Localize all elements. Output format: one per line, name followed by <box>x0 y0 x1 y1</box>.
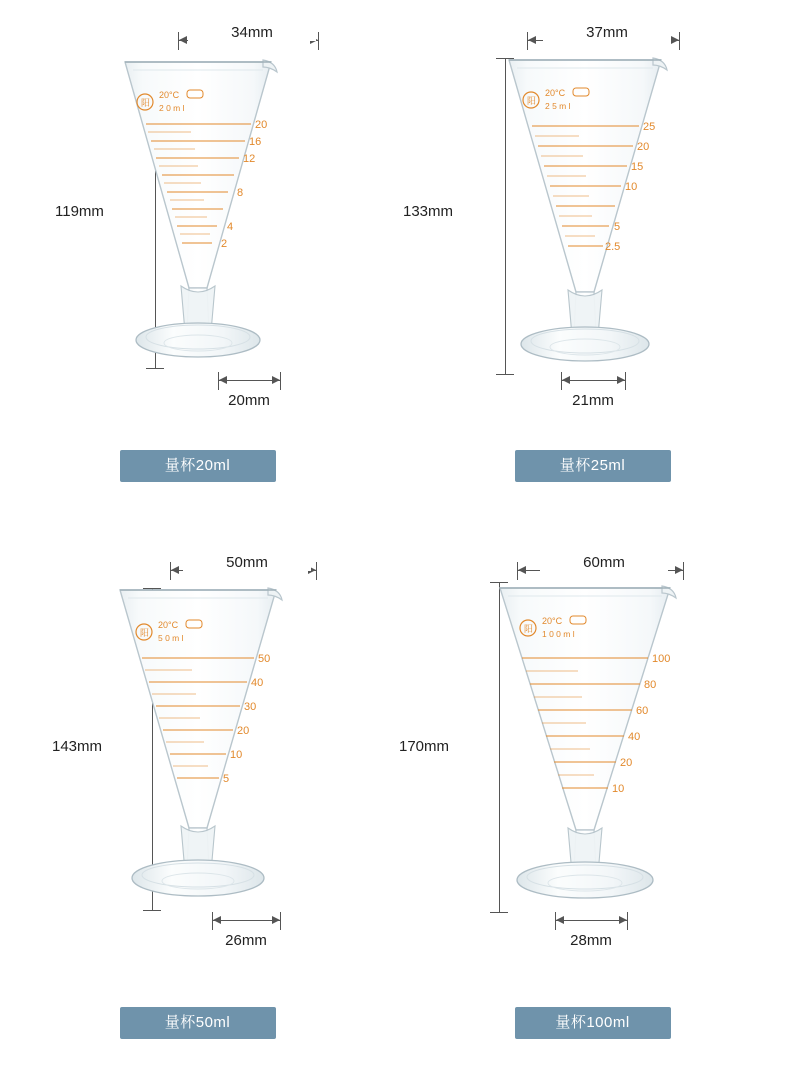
height-label: 133mm <box>403 203 454 220</box>
print-temp: 20°C <box>544 88 565 98</box>
svg-text:阳: 阳 <box>523 624 533 634</box>
base-width-label: 20mm <box>228 392 270 409</box>
scale-label: 80 <box>643 679 656 691</box>
height-label: 119mm <box>55 203 104 220</box>
top-width-label: 60mm <box>540 554 668 571</box>
base-width-dimension <box>0 912 395 956</box>
base-width-dimension <box>0 372 395 416</box>
scale-label: 50 <box>257 653 270 665</box>
product-caption-100ml[interactable]: 量杯100ml <box>515 1007 671 1039</box>
scale-label: 40 <box>627 731 640 743</box>
glass-illustration-25ml <box>487 40 683 376</box>
print-temp: 20°C <box>158 90 179 100</box>
scale-label: 4 <box>226 221 233 233</box>
base-width-label: 26mm <box>225 932 267 949</box>
scale-label: 5 <box>613 221 620 233</box>
scale-label: 20 <box>636 141 649 153</box>
scale-label: 15 <box>630 161 643 173</box>
scale-label: 25 <box>642 121 655 133</box>
print-volume: 1 0 0 m l <box>541 629 575 639</box>
print-volume: 5 0 m l <box>157 633 184 643</box>
product-cell-20ml <box>0 0 395 520</box>
scale-label: 20 <box>254 119 267 131</box>
height-label: 170mm <box>399 738 450 755</box>
product-caption-50ml[interactable]: 量杯50ml <box>120 1007 276 1039</box>
scale-label: 2 <box>220 238 227 250</box>
scale-label: 100 <box>651 653 670 665</box>
svg-text:阳: 阳 <box>139 628 149 638</box>
scale-label: 20 <box>236 725 249 737</box>
scale-label: 12 <box>242 153 255 165</box>
glass-illustration-50ml <box>100 570 296 910</box>
scale-label: 10 <box>624 181 637 193</box>
product-cell-25ml <box>395 0 790 520</box>
product-cell-100ml <box>395 520 790 1040</box>
glass-illustration-100ml <box>482 566 688 914</box>
top-width-label: 50mm <box>183 554 311 571</box>
base-width-dimension <box>395 912 790 956</box>
svg-text:阳: 阳 <box>526 96 536 106</box>
base-width-dimension <box>395 372 790 416</box>
scale-label: 30 <box>243 701 256 713</box>
product-caption-25ml[interactable]: 量杯25ml <box>515 450 671 482</box>
print-temp: 20°C <box>541 616 562 626</box>
scale-label: 8 <box>236 187 243 199</box>
print-volume: 2 5 m l <box>544 101 571 111</box>
scale-label: 5 <box>222 773 229 785</box>
base-width-label: 28mm <box>570 932 612 949</box>
scale-label: 20 <box>619 757 632 769</box>
top-width-label: 37mm <box>543 24 671 41</box>
scale-label: 10 <box>611 783 624 795</box>
product-cell-50ml <box>0 520 395 1040</box>
print-volume: 2 0 m l <box>158 103 185 113</box>
print-temp: 20°C <box>157 620 178 630</box>
height-label: 143mm <box>52 738 103 755</box>
base-width-label: 21mm <box>572 392 614 409</box>
svg-text:阳: 阳 <box>140 98 150 108</box>
scale-label: 16 <box>248 136 261 148</box>
scale-label: 10 <box>229 749 242 761</box>
scale-label: 40 <box>250 677 263 689</box>
scale-label: 60 <box>635 705 648 717</box>
product-caption-20ml[interactable]: 量杯20ml <box>120 450 276 482</box>
top-width-label: 34mm <box>188 24 316 41</box>
scale-label: 2.5 <box>604 241 620 253</box>
glass-illustration-20ml <box>103 40 293 370</box>
